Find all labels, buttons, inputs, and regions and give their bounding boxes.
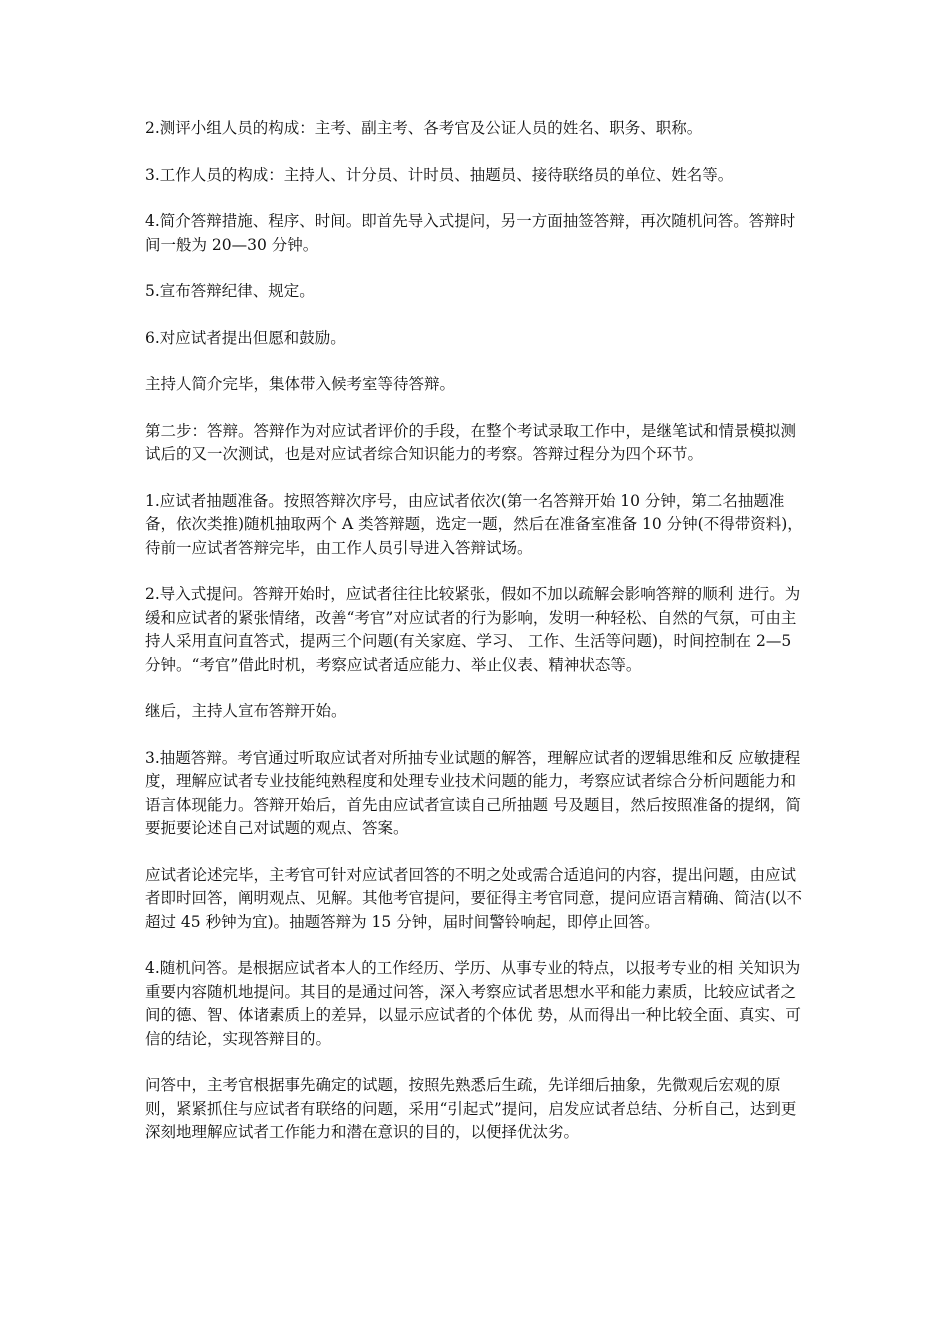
paragraph: 1.应试者抽题准备。按照答辩次序号，由应试者依次(第一名答辩开始 10 分钟，第二名抽题准备，依次类推)随机抽取两个 A 类答辩题，选定一题，然后在准备室准备 10 分钟(不得带资料)，待前一应试者答辩完毕，由工作人员引导进入答辩试场。	[145, 491, 803, 557]
paragraph: 应试者论述完毕，主考官可针对应试者回答的不明之处或需合适追问的内容，提出问题，由应试者即时回答，阐明观点、见解。其他考官提问，要征得主考官同意，提问应语言精确、简洁(以不超过 45 秒钟为宜)。抽题答辩为 15 分钟，届时间警铃响起，即停止回答。	[145, 865, 803, 931]
paragraph: 2.测评小组人员的构成：主考、副主考、各考官及公证人员的姓名、职务、职称。	[145, 119, 703, 137]
document-body	[145, 117, 810, 1168]
paragraph: 5.宣布答辩纪律、规定。	[145, 282, 315, 300]
paragraph: 4.简介答辩措施、程序、时间。即首先导入式提问，另一方面抽签答辩，再次随机问答。答辩时间一般为 20—30 分钟。	[145, 212, 796, 254]
paragraph: 6.对应试者提出但愿和鼓励。	[145, 328, 346, 347]
paragraph: 2.导入式提问。答辩开始时，应试者往往比较紧张，假如不加以疏解会影响答辩的顺利 进行。为缓和应试者的紧张情绪，改善“考官”对应试者的行为影响，发明一种轻松、自然的气氛，可由主持人采用直问直答式，提两三个问题(有关家庭、学习、 工作、生活等问题)，时间控制在 2—5 分钟。“考官”借此时机，考察应试者适应能力、举止仪表、精神状态等。	[145, 585, 801, 674]
paragraph: 4.随机问答。是根据应试者本人的工作经历、学历、从事专业的特点，以报考专业的相 关知识为重要内容随机地提问。其目的是通过问答，深入考察应试者思想水平和能力素质，比较应试者之间的德、智、体诸素质上的差异，以显示应试者的个体优 势，从而得出一种比较全面、真实、可信的结论，实现答辩目的。	[145, 959, 801, 1048]
paragraph: 3.抽题答辩。考官通过听取应试者对所抽专业试题的解答，理解应试者的逻辑思维和反 应敏捷程度，理解应试者专业技能纯熟程度和处理专业技术问题的能力，考察应试者综合分析问题能力和语言体现能力。答辩开始后，首先由应试者宣读自己所抽题 号及题目，然后按照准备的提纲，简要扼要论述自己对试题的观点、答案。	[145, 748, 801, 837]
paragraph: 继后，主持人宣布答辩开始。	[145, 702, 347, 720]
paragraph: 问答中，主考官根据事先确定的试题，按照先熟悉后生疏，先详细后抽象，先微观后宏观的原则，紧紧抓住与应试者有联络的问题，采用“引起式”提问，启发应试者总结、分析自己，达到更深刻地理解应试者工作能力和潜在意识的目的，以便择优汰劣。	[145, 1076, 797, 1141]
paragraph: 3.工作人员的构成：主持人、计分员、计时员、抽题员、接待联络员的单位、姓名等。	[145, 165, 734, 184]
paragraph: 第二步：答辩。答辩作为对应试者评价的手段，在整个考试录取工作中，是继笔试和情景模拟测试后的又一次测试，也是对应试者综合知识能力的考察。答辩过程分为四个环节。	[145, 421, 797, 463]
paragraph: 主持人简介完毕，集体带入候考室等待答辩。	[145, 375, 456, 393]
